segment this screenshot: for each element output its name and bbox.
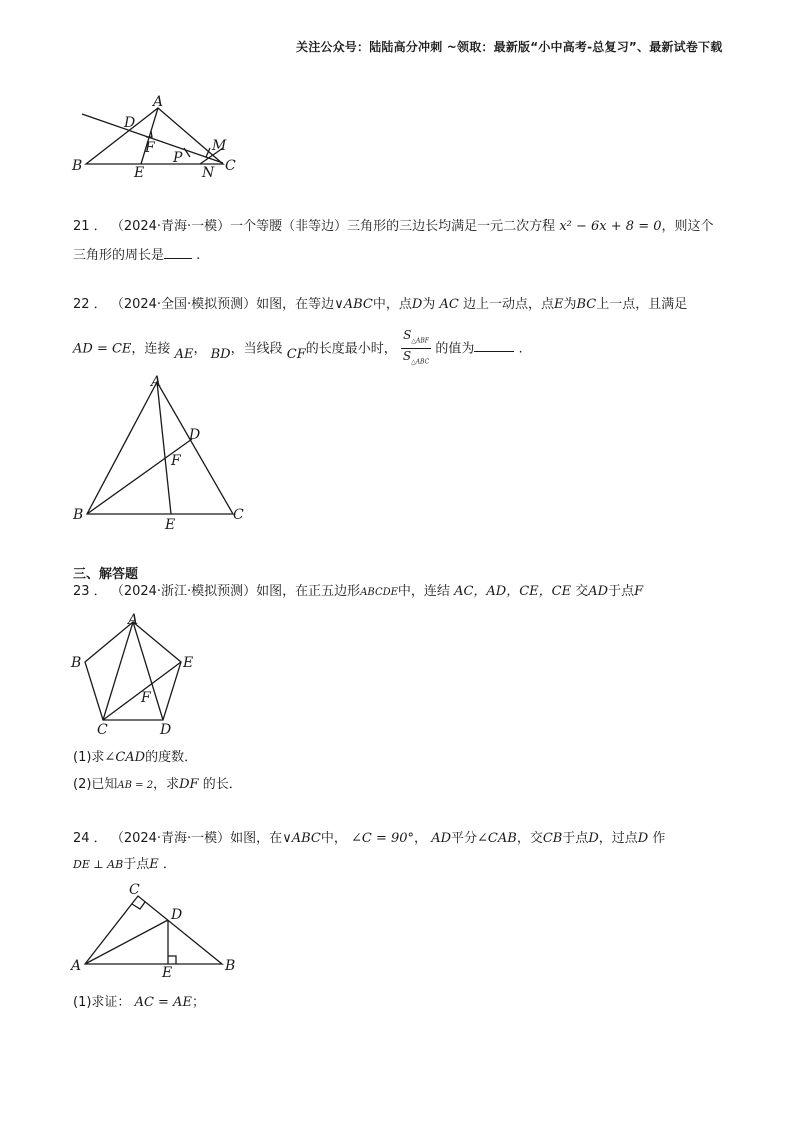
q22-AC: AC: [439, 297, 459, 312]
triangle-ABC: [87, 382, 233, 514]
q24-text-d: 平分: [451, 831, 478, 846]
figure-q22-triangle: [65, 372, 255, 532]
q22-cond: AD = CE: [73, 341, 132, 357]
q21-line2: [73, 246, 200, 265]
q22-tri: ∨ABC: [334, 297, 373, 312]
q22-BD: BD: [210, 347, 231, 363]
q23-part1: [73, 749, 197, 767]
pentagon-ABCDE: [85, 622, 181, 720]
label-D: D: [171, 907, 183, 923]
label-A: A: [128, 612, 139, 628]
q23-number: 23: [73, 584, 90, 599]
q21-text-b: ，则这个: [661, 219, 714, 234]
q24-text-g: ，过点: [598, 831, 638, 846]
q22-source: （2024·全国·模拟预测）: [110, 297, 257, 312]
q24-text-b: 中，: [320, 831, 347, 846]
q22-line1: 22 ． （2024·全国·模拟预测）如图，在等边∨ABC中，点D为 AC 边上一动点，点E为BC上一点，且满足: [73, 297, 688, 312]
q23-text-b: 中，连结: [397, 584, 450, 599]
q22-text-c: 为: [422, 297, 436, 312]
label-A: A: [71, 958, 82, 974]
q23-segs: AC，AD，CE，CE: [454, 584, 572, 599]
label-F: F: [145, 140, 155, 156]
label-C: C: [97, 722, 108, 738]
q21-answer-blank[interactable]: [164, 246, 192, 259]
label-C: C: [129, 882, 140, 898]
q23-AD: AD: [588, 584, 609, 599]
q23-text-d: 于点: [608, 584, 635, 599]
q23-part2-cond: AB = 2: [117, 780, 154, 791]
q22-text-g: 的长度最小时，: [305, 341, 397, 357]
label-E: E: [183, 655, 194, 671]
q22-text-a: 如图，在等边: [256, 297, 335, 312]
arc-mark-1: [184, 148, 190, 157]
q23-part2: [73, 776, 242, 795]
q22-frac-den-sub: △ABC: [411, 358, 430, 366]
label-P: P: [173, 150, 183, 166]
right-angle-E: [168, 956, 176, 964]
q23-part2-c: 的长．: [202, 777, 242, 792]
q22-end: .: [518, 341, 523, 357]
q24-D2: D: [637, 831, 649, 846]
segment-AC: [103, 622, 133, 720]
q23-part1-angle: ∠CAD: [104, 750, 146, 765]
q22-BC: BC: [576, 297, 597, 312]
q23-part2-DF: DF: [179, 777, 199, 792]
q22-text-h: 的值为: [435, 341, 475, 357]
label-C: C: [233, 507, 244, 523]
q21-equation: x² − 6x + 8 = 0: [559, 219, 662, 234]
q23-part1-a: (1)求: [73, 750, 105, 765]
q22-frac-den: S: [402, 349, 412, 364]
label-E: E: [134, 165, 145, 181]
q21-source: （2024·青海·一模）: [110, 219, 231, 234]
q21-end: .: [196, 248, 201, 263]
label-E: E: [162, 965, 173, 978]
q22-comma2: ，: [193, 341, 207, 357]
q23-poly: ABCDE: [360, 587, 398, 598]
q24-part1-cond: AC = AE: [134, 995, 192, 1010]
section-title: 三、解答题: [73, 567, 139, 582]
label-E: E: [165, 517, 176, 532]
q24-CAB: ∠CAB: [477, 831, 517, 846]
q22-text-b: 中，点: [372, 297, 412, 312]
label-B: B: [71, 655, 82, 671]
label-F: F: [141, 690, 151, 706]
label-D: D: [124, 115, 136, 131]
q22-text-f: 上一点，且满足: [596, 297, 688, 312]
q24-line1: 24 ． （2024·青海·一模）如图，在∨ABC中， ∠C = 90°， AD平分∠CAB，交CB于点D，过点D 作: [73, 831, 666, 846]
q22-AE: AE: [174, 347, 194, 363]
q24-line2-a: 于点: [123, 857, 150, 872]
figure-top-triangle: [60, 90, 260, 185]
label-A: A: [153, 94, 164, 110]
q21-text-a: 一个等腰（非等边）三角形的三边长均满足一元二次方程: [230, 219, 556, 234]
label-B: B: [72, 158, 83, 174]
q23-line1: 23 ． （2024·浙江·模拟预测）如图，在正五边形ABCDE中，连结 AC，AD，CE，CE 交AD于点F: [73, 584, 644, 599]
segment-AD: [85, 920, 168, 964]
page-header: 关注公众号：陆陆高分冲刺 ~领取：最新版“小中高考-总复习”、最新试卷下载: [296, 40, 723, 54]
q22-line2: [73, 328, 523, 370]
label-N: N: [202, 165, 215, 181]
label-M: M: [212, 138, 227, 154]
q24-text-e: ，交: [516, 831, 543, 846]
q22-frac-num-sub: △ABF: [411, 337, 429, 345]
right-angle-C: [132, 902, 145, 909]
q23-F: F: [634, 584, 644, 599]
q24-CB: CB: [542, 831, 563, 846]
q23-part2-a: (2)已知: [73, 777, 118, 792]
q24-part1-end: ；: [191, 995, 205, 1010]
q22-text-e: 为: [563, 297, 577, 312]
q24-line2: [73, 856, 176, 874]
q24-number: 24: [73, 831, 90, 846]
label-A: A: [151, 374, 162, 390]
q24-tri: ∨ABC: [282, 831, 321, 846]
q23-source: （2024·浙江·模拟预测）: [110, 584, 257, 599]
q22-number: 22: [73, 297, 90, 312]
label-B: B: [225, 958, 236, 974]
q24-part1-a: (1)求证：: [73, 995, 131, 1010]
q24-text-f: 于点: [562, 831, 589, 846]
label-C: C: [225, 158, 236, 174]
q22-text-d: 边上一动点，点: [462, 297, 554, 312]
q21-line2-text: 三角形的周长是: [73, 248, 165, 263]
q24-angle: ∠C = 90°: [351, 831, 415, 846]
q22-fraction: [401, 328, 431, 370]
q22-E: E: [553, 297, 564, 312]
segment-BD: [87, 439, 192, 514]
q23-text-c: 交: [575, 584, 589, 599]
q22-answer-blank[interactable]: [474, 339, 514, 352]
q21-number: 21: [73, 219, 90, 234]
q22-CF: CF: [286, 347, 306, 363]
q22-comma3: ，当线段: [230, 341, 283, 357]
q24-D: D: [588, 831, 599, 846]
figure-q24-right-triangle: [65, 878, 250, 978]
q24-AD: AD: [431, 831, 452, 846]
label-B: B: [73, 507, 84, 523]
q22-frac-num: S: [403, 328, 412, 342]
q24-text-c: ，: [414, 831, 428, 846]
q22-D: D: [411, 297, 423, 312]
q23-part2-b: ，求: [153, 777, 180, 792]
figure-q23-pentagon: [65, 610, 205, 740]
label-D: D: [189, 427, 201, 443]
q24-E: E: [149, 857, 159, 872]
label-F: F: [171, 453, 181, 469]
q24-line2-cond: DE ⊥ AB: [73, 858, 124, 871]
q24-text-a: 如图，在: [230, 831, 283, 846]
label-D: D: [160, 722, 172, 738]
q24-text-h: 作: [652, 831, 666, 846]
q21-line1: 21 ． （2024·青海·一模）一个等腰（非等边）三角形的三边长均满足一元二次方程 x² − 6x + 8 = 0，则这个: [73, 219, 714, 234]
q23-part1-b: 的度数．: [145, 750, 198, 765]
q24-source: （2024·青海·一模）: [110, 831, 231, 846]
q22-comma1: ，连接: [131, 341, 171, 357]
q24-part1: [73, 994, 205, 1012]
q23-text-a: 如图，在正五边形: [256, 584, 361, 599]
q24-line2-end: ．: [162, 857, 176, 872]
